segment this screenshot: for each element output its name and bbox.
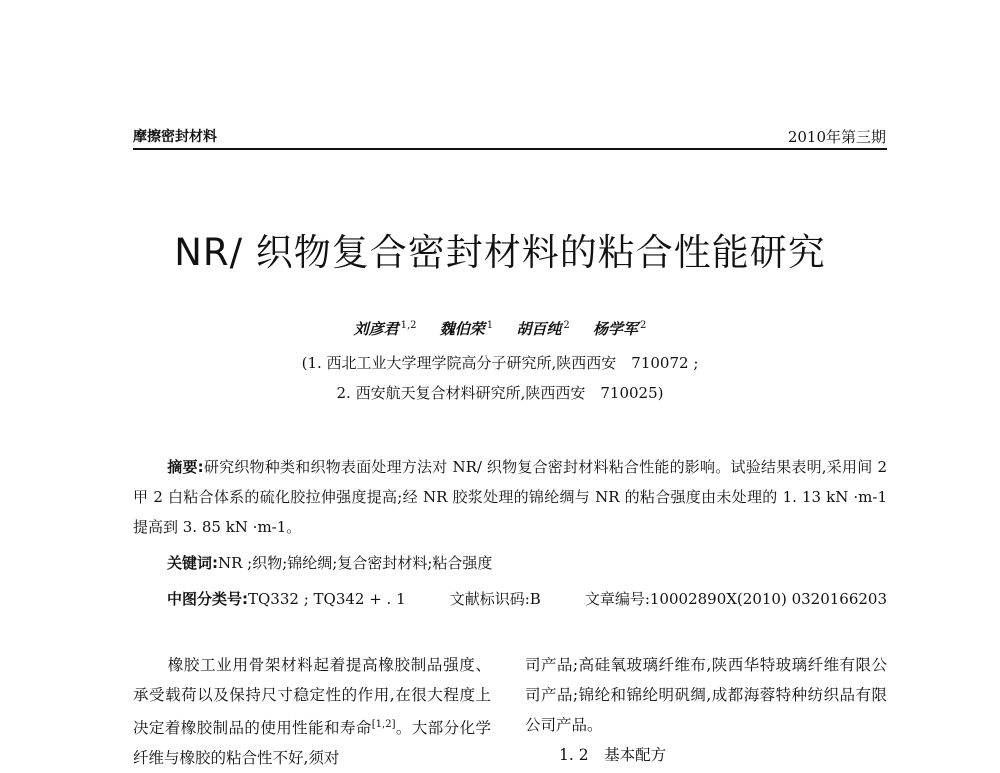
author: 胡百纯 $^2$ <box>516 320 570 338</box>
body-paragraph-tail: 。大部分化学纤维与橡胶的粘合性不好,须对 <box>133 719 491 768</box>
keywords-label: 关键词: <box>167 554 218 572</box>
abstract-text: 研究织物种类和织物表面处理方法对 NR/ 织物复合密封材料粘合性能的影响。试验结果表明,采用间 2 甲 2 白粘合体系的硫化胶拉伸强度提高;经 NR 胶浆处理的锦纶绸与 NR 的粘合强度由未处理的 1. 13 kN ·m-1 提高到 3. 85 kN ·m-1。 <box>133 458 888 536</box>
journal-name: 摩擦密封材料 <box>133 129 217 145</box>
abstract-label: 摘要: <box>167 458 204 476</box>
body-column-left <box>133 650 491 773</box>
article-number: 文章编号:10002890X(2010) 0320166203 <box>584 590 887 608</box>
section-heading: 1. 2 基本配方 <box>559 746 667 764</box>
body-column-right <box>525 650 887 770</box>
author: 魏伯荣 $^1$ <box>439 320 494 338</box>
author: 刘彦君 $^{1,2}$ <box>353 320 417 338</box>
author: 杨学军 $^2$ <box>593 320 647 338</box>
keywords <box>167 552 492 574</box>
body-paragraph: 橡胶工业用骨架材料起着提高橡胶制品强度、承受载荷以及保持尺寸稳定性的作用,在很大程度上决定着橡胶制品的使用性能和寿命 <box>133 656 491 738</box>
document-code: 文献标识码:B <box>449 590 541 608</box>
header-rule <box>133 148 887 150</box>
classification-line <box>167 588 887 610</box>
body-paragraph: 司产品;高硅氧玻璃纤维布,陕西华特玻璃纤维有限公司产品;锦纶和锦纶明矾绸,成都海蓉特种纺织品有限公司产品。 <box>525 656 887 734</box>
paper-title: NR/ 织物复合密封材料的粘合性能研究 <box>174 231 826 274</box>
affiliation-1: (1. 西北工业大学理学院高分子研究所,陕西西安 710072 ; <box>301 354 699 372</box>
clc-number: 中图分类号:TQ332 ; TQ342 + . 1 <box>167 590 406 608</box>
author-list <box>0 314 1000 341</box>
issue-label: 2010年第三期 <box>787 128 886 146</box>
keywords-text: NR ;织物;锦纶绸;复合密封材料;粘合强度 <box>218 554 493 572</box>
abstract <box>133 452 887 542</box>
affiliation-2: 2. 西安航天复合材料研究所,陕西西安 710025) <box>336 384 664 402</box>
citation-ref: [1,2] <box>371 719 396 730</box>
